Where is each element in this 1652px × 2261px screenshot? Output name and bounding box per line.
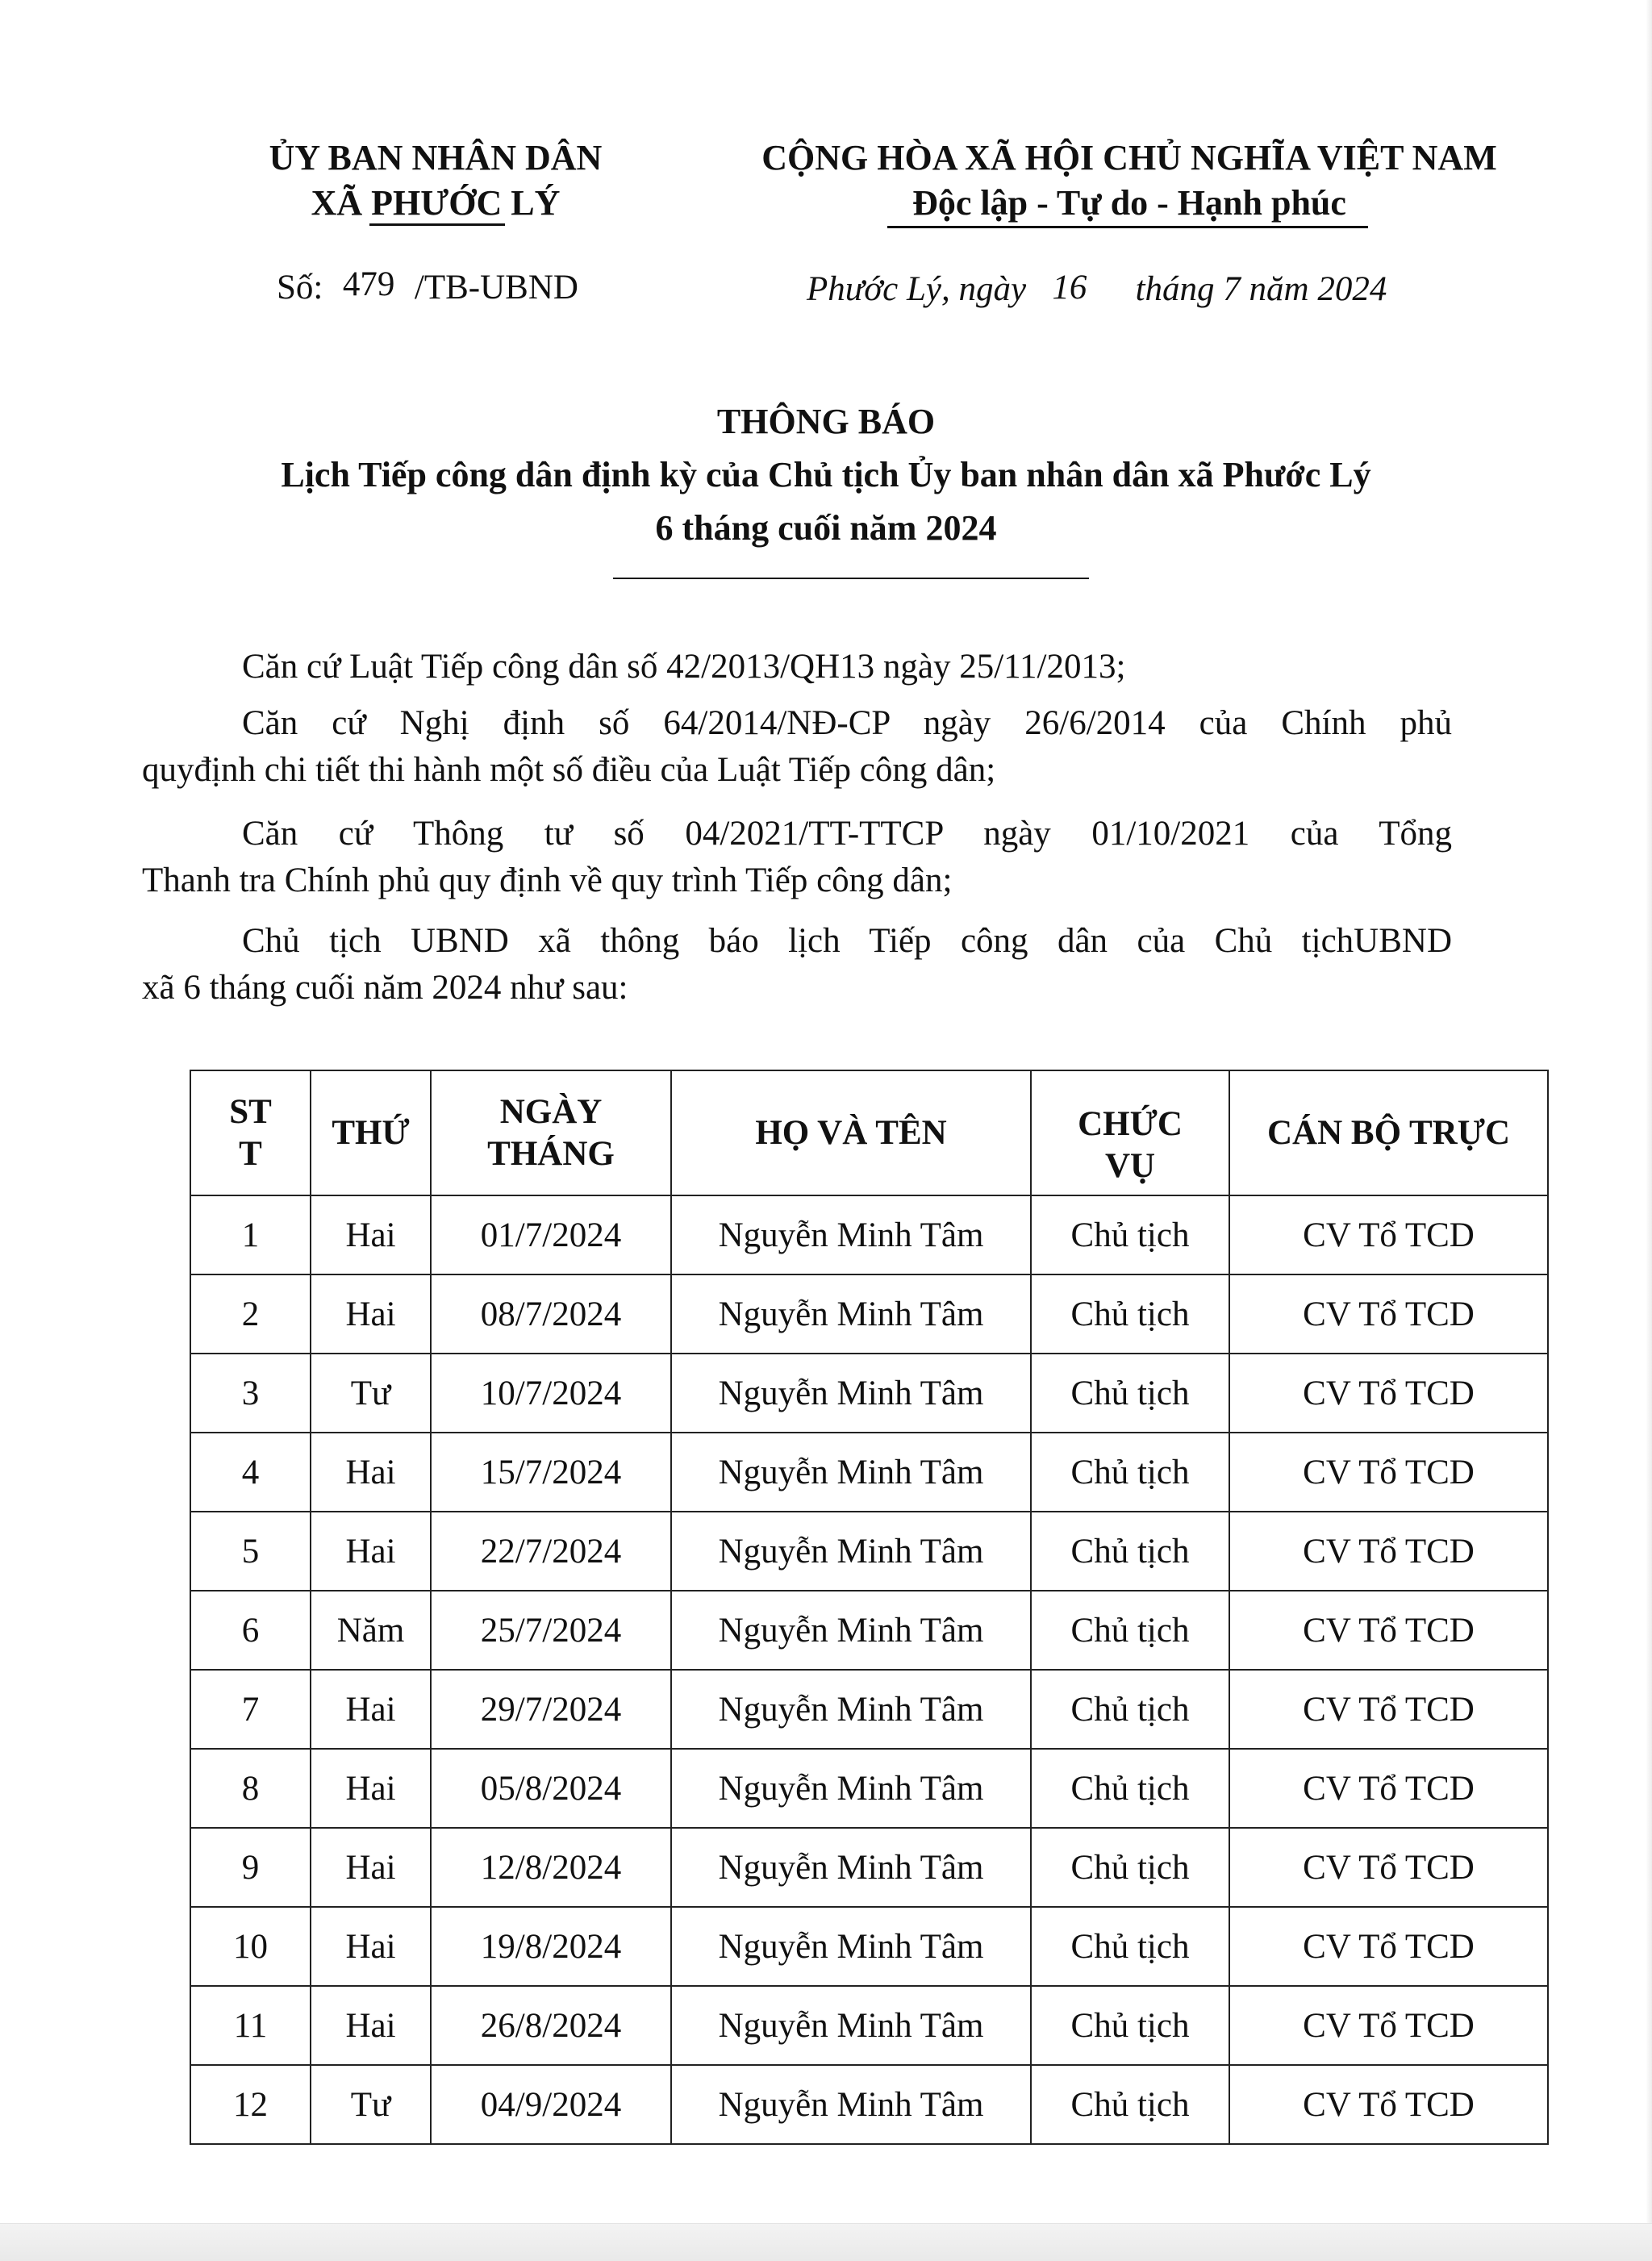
- cell-can-bo: CV Tổ TCD: [1229, 1670, 1548, 1749]
- cell-ngay: 08/7/2024: [431, 1274, 671, 1354]
- table-row: [190, 1828, 1548, 1907]
- table-row: [190, 1354, 1548, 1433]
- cell-ho-ten: Nguyễn Minh Tâm: [671, 1907, 1031, 1986]
- cell-stt: 2: [190, 1274, 311, 1354]
- cell-can-bo: CV Tổ TCD: [1229, 1512, 1548, 1591]
- cell-thu: Hai: [311, 1274, 431, 1354]
- paragraph-line: Thanh tra Chính phủ quy định về quy trình Tiếp công dân;: [142, 861, 953, 899]
- cell-thu: Tư: [311, 1354, 431, 1433]
- header-chuc-vu: [1031, 1070, 1229, 1195]
- table-row: [190, 1749, 1548, 1828]
- cell-thu: Năm: [311, 1591, 431, 1670]
- paragraph-legal-basis-2: [142, 702, 1452, 792]
- cell-ngay: 19/8/2024: [431, 1907, 671, 1986]
- cell-chuc-vu: Chủ tịch: [1031, 2065, 1229, 2144]
- header-chuc-line1: CHỨC: [1078, 1104, 1183, 1143]
- cell-can-bo: CV Tổ TCD: [1229, 1986, 1548, 2065]
- cell-stt: 11: [190, 1986, 311, 2065]
- cell-thu: Tư: [311, 2065, 431, 2144]
- cell-can-bo: CV Tổ TCD: [1229, 1354, 1548, 1433]
- cell-stt: 3: [190, 1354, 311, 1433]
- cell-can-bo: CV Tổ TCD: [1229, 1749, 1548, 1828]
- cell-can-bo: CV Tổ TCD: [1229, 1907, 1548, 1986]
- cell-ngay: 05/8/2024: [431, 1749, 671, 1828]
- header-stt-line2: T: [239, 1134, 262, 1173]
- cell-thu: Hai: [311, 1195, 431, 1274]
- cell-stt: 4: [190, 1433, 311, 1512]
- cell-can-bo: CV Tổ TCD: [1229, 1274, 1548, 1354]
- schedule-table: [190, 1070, 1549, 2145]
- paragraph-announcement: [142, 920, 1452, 1010]
- cell-can-bo: CV Tổ TCD: [1229, 1591, 1548, 1670]
- cell-chuc-vu: Chủ tịch: [1031, 1986, 1229, 2065]
- cell-stt: 7: [190, 1670, 311, 1749]
- header-ho-ten: HỌ VÀ TÊN: [671, 1070, 1031, 1195]
- header-stt: [190, 1070, 311, 1195]
- place-date-part2: tháng 7 năm 2024: [1135, 270, 1387, 308]
- cell-ngay: 12/8/2024: [431, 1828, 671, 1907]
- cell-stt: 6: [190, 1591, 311, 1670]
- agency-name-line1: ỦY BAN NHÂN DÂN: [269, 138, 603, 177]
- table-row: [190, 2065, 1548, 2144]
- cell-ngay: 22/7/2024: [431, 1512, 671, 1591]
- cell-chuc-vu: Chủ tịch: [1031, 1274, 1229, 1354]
- cell-ho-ten: Nguyễn Minh Tâm: [671, 1195, 1031, 1274]
- cell-ho-ten: Nguyễn Minh Tâm: [671, 1433, 1031, 1512]
- paragraph-legal-basis-1: [242, 645, 1452, 689]
- cell-thu: Hai: [311, 1907, 431, 1986]
- cell-stt: 9: [190, 1828, 311, 1907]
- paragraph-line: Căn cứ Thông tư số 04/2021/TT-TTCP ngày 01/10/2021 của Tổng: [242, 815, 1452, 853]
- cell-can-bo: CV Tổ TCD: [1229, 1195, 1548, 1274]
- cell-ho-ten: Nguyễn Minh Tâm: [671, 1591, 1031, 1670]
- paragraph-line: Căn cứ Luật Tiếp công dân số 42/2013/QH13 ngày 25/11/2013;: [242, 648, 1126, 686]
- notice-subtitle-line1: Lịch Tiếp công dân định kỳ của Chủ tịch Ủy ban nhân dân xã Phước Lý: [281, 455, 1371, 494]
- table-header-row: [190, 1070, 1548, 1195]
- cell-chuc-vu: Chủ tịch: [1031, 1828, 1229, 1907]
- header-can-bo: CÁN BỘ TRỰC: [1229, 1070, 1548, 1195]
- table-row: [190, 1986, 1548, 2065]
- header-chuc-line2: VỤ: [1104, 1146, 1156, 1185]
- paragraph-line: Căn cứ Nghị định số 64/2014/NĐ-CP ngày 26/6/2014 của Chính phủ: [242, 704, 1452, 742]
- republic-name: CỘNG HÒA XÃ HỘI CHỦ NGHĨA VIỆT NAM: [761, 138, 1497, 177]
- title-divider: [613, 578, 1089, 579]
- cell-can-bo: CV Tổ TCD: [1229, 1433, 1548, 1512]
- agency-name-line2: XÃ PHƯỚC LÝ: [311, 183, 561, 223]
- cell-chuc-vu: Chủ tịch: [1031, 1354, 1229, 1433]
- cell-ngay: 01/7/2024: [431, 1195, 671, 1274]
- cell-thu: Hai: [311, 1670, 431, 1749]
- cell-ngay: 26/8/2024: [431, 1986, 671, 2065]
- place-date: [807, 269, 1387, 310]
- cell-stt: 12: [190, 2065, 311, 2144]
- cell-chuc-vu: Chủ tịch: [1031, 1591, 1229, 1670]
- cell-ho-ten: Nguyễn Minh Tâm: [671, 1354, 1031, 1433]
- cell-ngay: 10/7/2024: [431, 1354, 671, 1433]
- motto-underline: [887, 226, 1368, 228]
- cell-thu: Hai: [311, 1828, 431, 1907]
- place-date-part1: Phước Lý, ngày: [807, 270, 1027, 308]
- doc-number: [277, 265, 578, 308]
- header-ngay-line2: THÁNG: [487, 1134, 615, 1173]
- table-row: [190, 1195, 1548, 1274]
- cell-ho-ten: Nguyễn Minh Tâm: [671, 1512, 1031, 1591]
- paragraph-legal-basis-3: [142, 812, 1452, 903]
- cell-ngay: 29/7/2024: [431, 1670, 671, 1749]
- cell-stt: 5: [190, 1512, 311, 1591]
- cell-ho-ten: Nguyễn Minh Tâm: [671, 1274, 1031, 1354]
- header-thu: THỨ: [311, 1070, 431, 1195]
- header-ngay-line1: NGÀY: [499, 1092, 603, 1131]
- agency-underline: [369, 223, 505, 226]
- table-row: [190, 1274, 1548, 1354]
- cell-ho-ten: Nguyễn Minh Tâm: [671, 1749, 1031, 1828]
- place-date-day: 16: [1052, 269, 1087, 307]
- doc-number-suffix: /TB-UBND: [414, 269, 578, 307]
- cell-chuc-vu: Chủ tịch: [1031, 1907, 1229, 1986]
- paragraph-line: Chủ tịch UBND xã thông báo lịch Tiếp công dân của Chủ tịchUBND: [242, 922, 1452, 960]
- cell-chuc-vu: Chủ tịch: [1031, 1433, 1229, 1512]
- cell-thu: Hai: [311, 1512, 431, 1591]
- doc-number-value: 479: [342, 265, 395, 303]
- notice-title: THÔNG BÁO: [716, 402, 936, 441]
- header-stt-line1: ST: [229, 1092, 272, 1131]
- cell-chuc-vu: Chủ tịch: [1031, 1512, 1229, 1591]
- cell-stt: 8: [190, 1749, 311, 1828]
- paragraph-line: quyđịnh chi tiết thi hành một số điều của Luật Tiếp công dân;: [142, 751, 996, 789]
- cell-thu: Hai: [311, 1749, 431, 1828]
- cell-chuc-vu: Chủ tịch: [1031, 1195, 1229, 1274]
- cell-ho-ten: Nguyễn Minh Tâm: [671, 1670, 1031, 1749]
- cell-thu: Hai: [311, 1433, 431, 1512]
- cell-ngay: 15/7/2024: [431, 1433, 671, 1512]
- cell-ho-ten: Nguyễn Minh Tâm: [671, 1828, 1031, 1907]
- cell-stt: 1: [190, 1195, 311, 1274]
- table-row: [190, 1670, 1548, 1749]
- header-ngay-thang: [431, 1070, 671, 1195]
- republic-motto: Độc lập - Tự do - Hạnh phúc: [912, 183, 1346, 223]
- table-body: [190, 1195, 1548, 2144]
- cell-can-bo: CV Tổ TCD: [1229, 2065, 1548, 2144]
- cell-ho-ten: Nguyễn Minh Tâm: [671, 1986, 1031, 2065]
- cell-ngay: 04/9/2024: [431, 2065, 671, 2144]
- cell-ho-ten: Nguyễn Minh Tâm: [671, 2065, 1031, 2144]
- doc-number-prefix: Số:: [277, 269, 323, 307]
- cell-stt: 10: [190, 1907, 311, 1986]
- cell-ngay: 25/7/2024: [431, 1591, 671, 1670]
- notice-subtitle-line2: 6 tháng cuối năm 2024: [655, 508, 997, 548]
- table-row: [190, 1512, 1548, 1591]
- table-row: [190, 1433, 1548, 1512]
- table-row: [190, 1591, 1548, 1670]
- cell-chuc-vu: Chủ tịch: [1031, 1670, 1229, 1749]
- page-edge-shadow: [1646, 0, 1652, 2261]
- cell-chuc-vu: Chủ tịch: [1031, 1749, 1229, 1828]
- paragraph-line: xã 6 tháng cuối năm 2024 như sau:: [142, 969, 628, 1007]
- table-row: [190, 1907, 1548, 1986]
- cell-can-bo: CV Tổ TCD: [1229, 1828, 1548, 1907]
- page-bottom-shadow: [0, 2223, 1652, 2261]
- cell-thu: Hai: [311, 1986, 431, 2065]
